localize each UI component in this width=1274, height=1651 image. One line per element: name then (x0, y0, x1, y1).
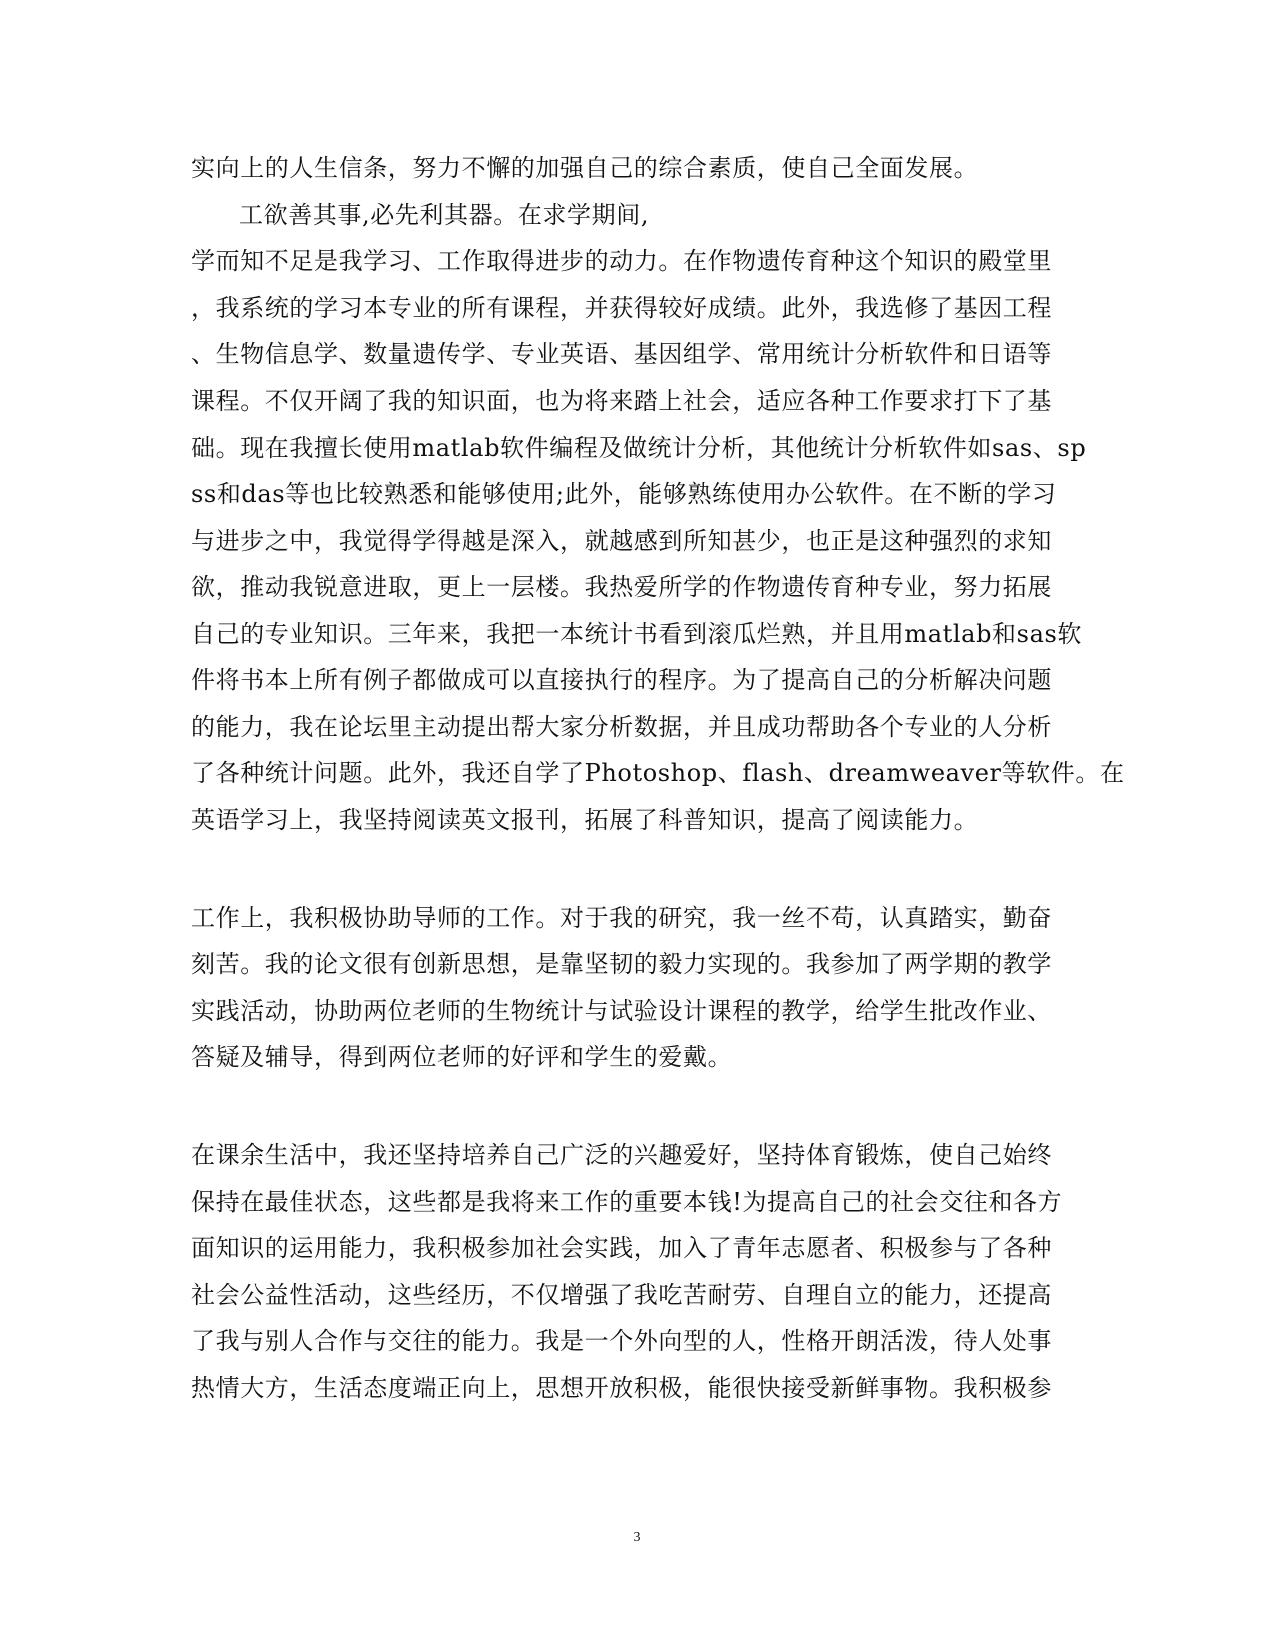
text-line: 工作上，我积极协助导师的工作。对于我的研究，我一丝不苟，认真踏实，勤奋 (191, 904, 1052, 932)
text-line: 社会公益性活动，这些经历，不仅增强了我吃苦耐劳、自理自立的能力，还提高 (191, 1281, 1052, 1309)
text-line: 英语学习上，我坚持阅读英文报刊，拓展了科普知识，提高了阅读能力。 (191, 806, 979, 834)
text-line: 课程。不仅开阔了我的知识面，也为将来踏上社会，适应各种工作要求打下了基 (191, 387, 1052, 415)
text-line: 件将书本上所有例子都做成可以直接执行的程序。为了提高自己的分析解决问题 (191, 666, 1052, 694)
text-line: 了我与别人合作与交往的能力。我是一个外向型的人，性格开朗活泼，待人处事 (191, 1327, 1052, 1355)
text-line: 刻苦。我的论文很有创新思想，是靠坚韧的毅力实现的。我参加了两学期的教学 (191, 950, 1052, 978)
text-line: 与进步之中，我觉得学得越是深入，就越感到所知甚少，也正是这种强烈的求知 (191, 527, 1052, 555)
text-line: 自己的专业知识。三年来，我把一本统计书看到滚瓜烂熟，并且用matlab和sas软 (191, 620, 1082, 648)
text-line: 保持在最佳状态，这些都是我将来工作的重要本钱!为提高自己的社会交往和各方 (191, 1188, 1063, 1216)
text-line: 工欲善其事,必先利其器。在求学期间, (239, 201, 650, 229)
text-line: 的能力，我在论坛里主动提出帮大家分析数据，并且成功帮助各个专业的人分析 (191, 713, 1052, 741)
text-line: ss和das等也比较熟悉和能够使用;此外，能够熟练使用办公软件。在不断的学习 (191, 480, 1057, 508)
text-line: 、生物信息学、数量遗传学、专业英语、基因组学、常用统计分析软件和日语等 (191, 340, 1052, 368)
text-line: 在课余生活中，我还坚持培养自己广泛的兴趣爱好，坚持体育锻炼，使自己始终 (191, 1141, 1052, 1169)
text-line: 实向上的人生信条，努力不懈的加强自己的综合素质，使自己全面发展。 (191, 154, 979, 182)
text-line: ，我系统的学习本专业的所有课程，并获得较好成绩。此外，我选修了基因工程 (191, 294, 1052, 322)
text-line: 础。现在我擅长使用matlab软件编程及做统计分析，其他统计分析软件如sas、sp (191, 434, 1087, 462)
text-line: 面知识的运用能力，我积极参加社会实践，加入了青年志愿者、积极参与了各种 (191, 1234, 1052, 1262)
text-line: 欲，推动我锐意进取，更上一层楼。我热爱所学的作物遗传育种专业，努力拓展 (191, 573, 1052, 601)
text-line: 热情大方，生活态度端正向上，思想开放积极，能很快接受新鲜事物。我积极参 (191, 1374, 1052, 1402)
text-line: 了各种统计问题。此外，我还自学了Photoshop、flash、dreamweaver等软件。在 (191, 759, 1125, 787)
text-line: 实践活动，协助两位老师的生物统计与试验设计课程的教学，给学生批改作业、 (191, 997, 1052, 1025)
page-number: 3 (633, 1530, 641, 1545)
text-line: 学而知不足是我学习、工作取得进步的动力。在作物遗传育种这个知识的殿堂里 (191, 247, 1052, 275)
text-line: 答疑及辅导，得到两位老师的好评和学生的爱戴。 (191, 1043, 733, 1071)
